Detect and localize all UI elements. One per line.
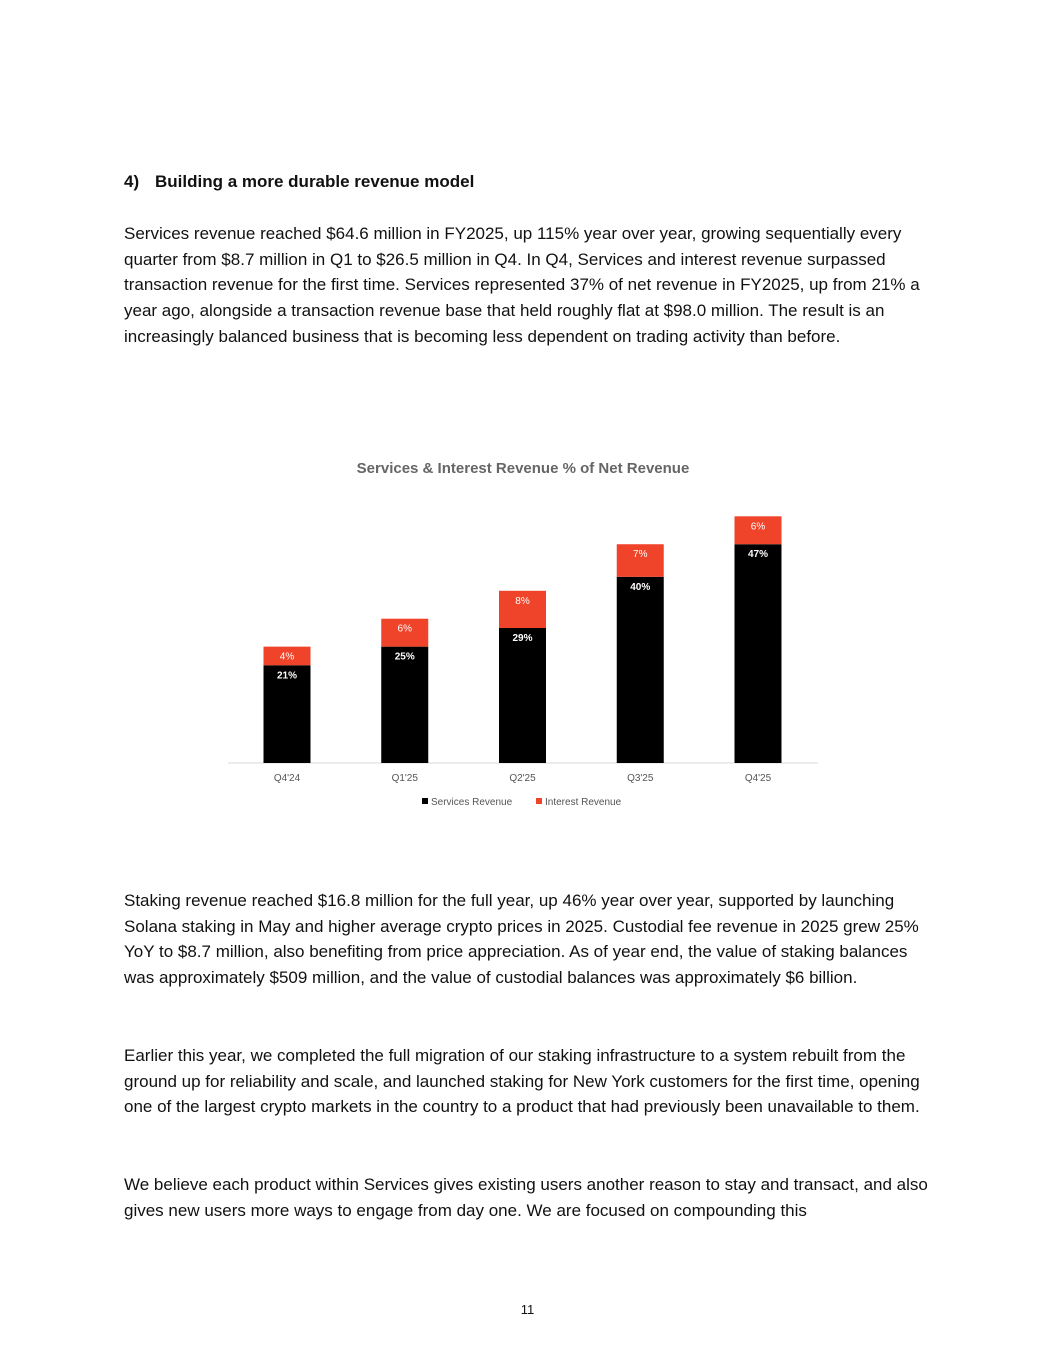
page-number: 11 xyxy=(520,1302,535,1317)
bar-services-revenue-q4-25 xyxy=(735,544,782,763)
legend-swatch-interest-revenue xyxy=(536,798,542,804)
x-tick-label-q2-25: Q2'25 xyxy=(509,773,536,784)
x-tick-labels xyxy=(274,773,772,784)
data-label-services-revenue-q1-25: 25% xyxy=(394,651,415,663)
data-label-interest-revenue-q1-25: 6% xyxy=(397,623,412,635)
stacked-bar-chart xyxy=(0,440,1055,840)
legend-swatch-services-revenue xyxy=(422,798,428,804)
x-tick-label-q4-24: Q4'24 xyxy=(273,773,301,784)
legend-label-services-revenue: Services Revenue xyxy=(431,797,513,808)
x-tick-label-q4-25: Q4'25 xyxy=(744,773,772,784)
data-label-services-revenue-q2-25: 29% xyxy=(512,633,533,645)
bar-services-revenue-q3-25 xyxy=(617,577,664,763)
bar-services-revenue-q2-25 xyxy=(499,628,546,763)
legend-label-interest-revenue: Interest Revenue xyxy=(545,797,622,808)
data-label-services-revenue-q3-25: 40% xyxy=(630,581,651,593)
bar-services-revenue-q1-25 xyxy=(381,647,428,763)
data-label-interest-revenue-q2-25: 8% xyxy=(515,595,530,607)
x-tick-label-q1-25: Q1'25 xyxy=(391,773,418,784)
section-title: Building a more durable revenue model xyxy=(155,172,475,191)
bars-group xyxy=(264,516,782,763)
section-number: 4) xyxy=(124,172,140,191)
x-tick-label-q3-25: Q3'25 xyxy=(627,773,654,784)
paragraph-staking-infrastructure: Earlier this year, we completed the full migration of our staking infrastructure to a system rebuilt from the ground up for reliability and scale, and launched staking for New York customers for the first time, opening one of the largest crypto markets in the country to a product that had previously been unavailable to them. xyxy=(124,1046,920,1117)
data-label-interest-revenue-q4-25: 6% xyxy=(750,521,766,533)
paragraph-services-products: We believe each product within Services gives existing users another reason to stay and transact, and also gives new users more ways to engage from day one. We are focused on compounding this xyxy=(124,1175,928,1220)
data-label-services-revenue-q4-25: 47% xyxy=(747,549,769,561)
section-heading xyxy=(124,170,934,194)
chart-title: Services & Interest Revenue % of Net Revenue xyxy=(356,460,690,477)
data-label-interest-revenue-q3-25: 7% xyxy=(633,549,648,561)
data-label-services-revenue-q4-24: 21% xyxy=(276,670,298,682)
paragraph-staking-revenue: Staking revenue reached $16.8 million for the full year, up 46% year over year, supported by launching Solana staking in May and higher average crypto prices in 2025. Custodial fee revenue in 2025 grew 25% YoY to $8.7 million, also benefiting from price appreciation. As of year end, the value of staking balances was approximately $509 million, and the value of custodial balances was approximately $6 billion. xyxy=(124,891,919,988)
paragraph-services-revenue: Services revenue reached $64.6 million in FY2025, up 115% year over year, growing sequentially every quarter from $8.7 million in Q1 to $26.5 million in Q4. In Q4, Services and interest revenue surpassed transaction revenue for the first time. Services represented 37% of net revenue in FY2025, up from 21% a year ago, alongside a transaction revenue base that held roughly flat at $98.0 million. The result is an increasingly balanced business that is becoming less dependent on trading activity than before. xyxy=(124,224,920,346)
chart-legend xyxy=(422,797,622,808)
data-label-interest-revenue-q4-24: 4% xyxy=(279,651,295,663)
